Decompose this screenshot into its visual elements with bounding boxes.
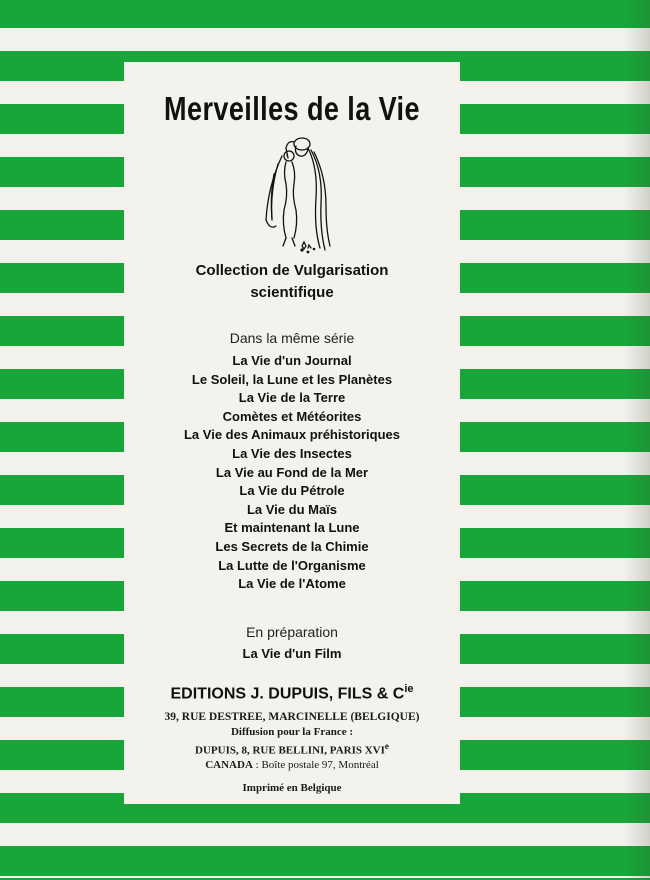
diffusion-label: Diffusion pour la France : bbox=[230, 725, 354, 738]
list-item: Les Secrets de la Chimie bbox=[215, 538, 369, 554]
series-title-list bbox=[124, 352, 460, 594]
list-item: La Vie au Fond de la Mer bbox=[215, 464, 369, 480]
cover-edge-shadow bbox=[624, 0, 650, 880]
list-item: La Vie de l'Atome bbox=[238, 576, 346, 592]
collection-line-2: scientifique bbox=[250, 284, 334, 301]
in-preparation-heading: En préparation bbox=[246, 624, 338, 640]
list-item: La Vie des Insectes bbox=[232, 445, 352, 461]
publisher-name-suffix: ie bbox=[404, 683, 414, 695]
list-item: La Vie des Animaux préhistoriques bbox=[183, 427, 400, 443]
canada-label: CANADA bbox=[205, 759, 253, 772]
publisher-address: 39, RUE DESTREE, MARCINELLE (BELGIQUE) bbox=[164, 711, 420, 723]
publisher-address-block bbox=[124, 710, 460, 795]
printed-in-label: Imprimé en Belgique bbox=[242, 781, 342, 794]
series-title: Merveilles de la Vie bbox=[164, 90, 420, 127]
list-item: Comètes et Météorites bbox=[222, 408, 362, 424]
series-heading: Dans la même série bbox=[229, 330, 355, 346]
publisher-name-text: EDITIONS J. DUPUIS, FILS & C bbox=[170, 685, 405, 703]
collection-subtitle bbox=[124, 260, 460, 304]
france-address-text: DUPUIS, 8, RUE BELLINI, PARIS XVI bbox=[195, 744, 385, 757]
list-item: La Vie d'un Journal bbox=[232, 353, 352, 368]
france-address bbox=[124, 739, 460, 758]
list-item: La Vie de la Terre bbox=[238, 390, 346, 406]
woman-with-water-jar-icon bbox=[256, 134, 334, 258]
collection-line-1: Collection de Vulgarisation bbox=[195, 262, 389, 279]
list-item: Le Soleil, la Lune et les Planètes bbox=[191, 371, 393, 387]
list-item: Et maintenant la Lune bbox=[224, 520, 360, 536]
list-item: La Vie du Maïs bbox=[246, 501, 338, 517]
canada-address-text: : Boîte postale 97, Montréal bbox=[252, 759, 379, 772]
list-item: La Vie d'un Film bbox=[242, 646, 342, 661]
list-item: La Lutte de l'Organisme bbox=[218, 557, 366, 573]
canada-address bbox=[124, 758, 460, 773]
center-panel bbox=[124, 62, 460, 804]
france-address-suffix: e bbox=[384, 741, 389, 751]
in-preparation-list bbox=[124, 646, 460, 661]
publisher-name bbox=[124, 683, 460, 703]
list-item: La Vie du Pétrole bbox=[239, 483, 345, 499]
